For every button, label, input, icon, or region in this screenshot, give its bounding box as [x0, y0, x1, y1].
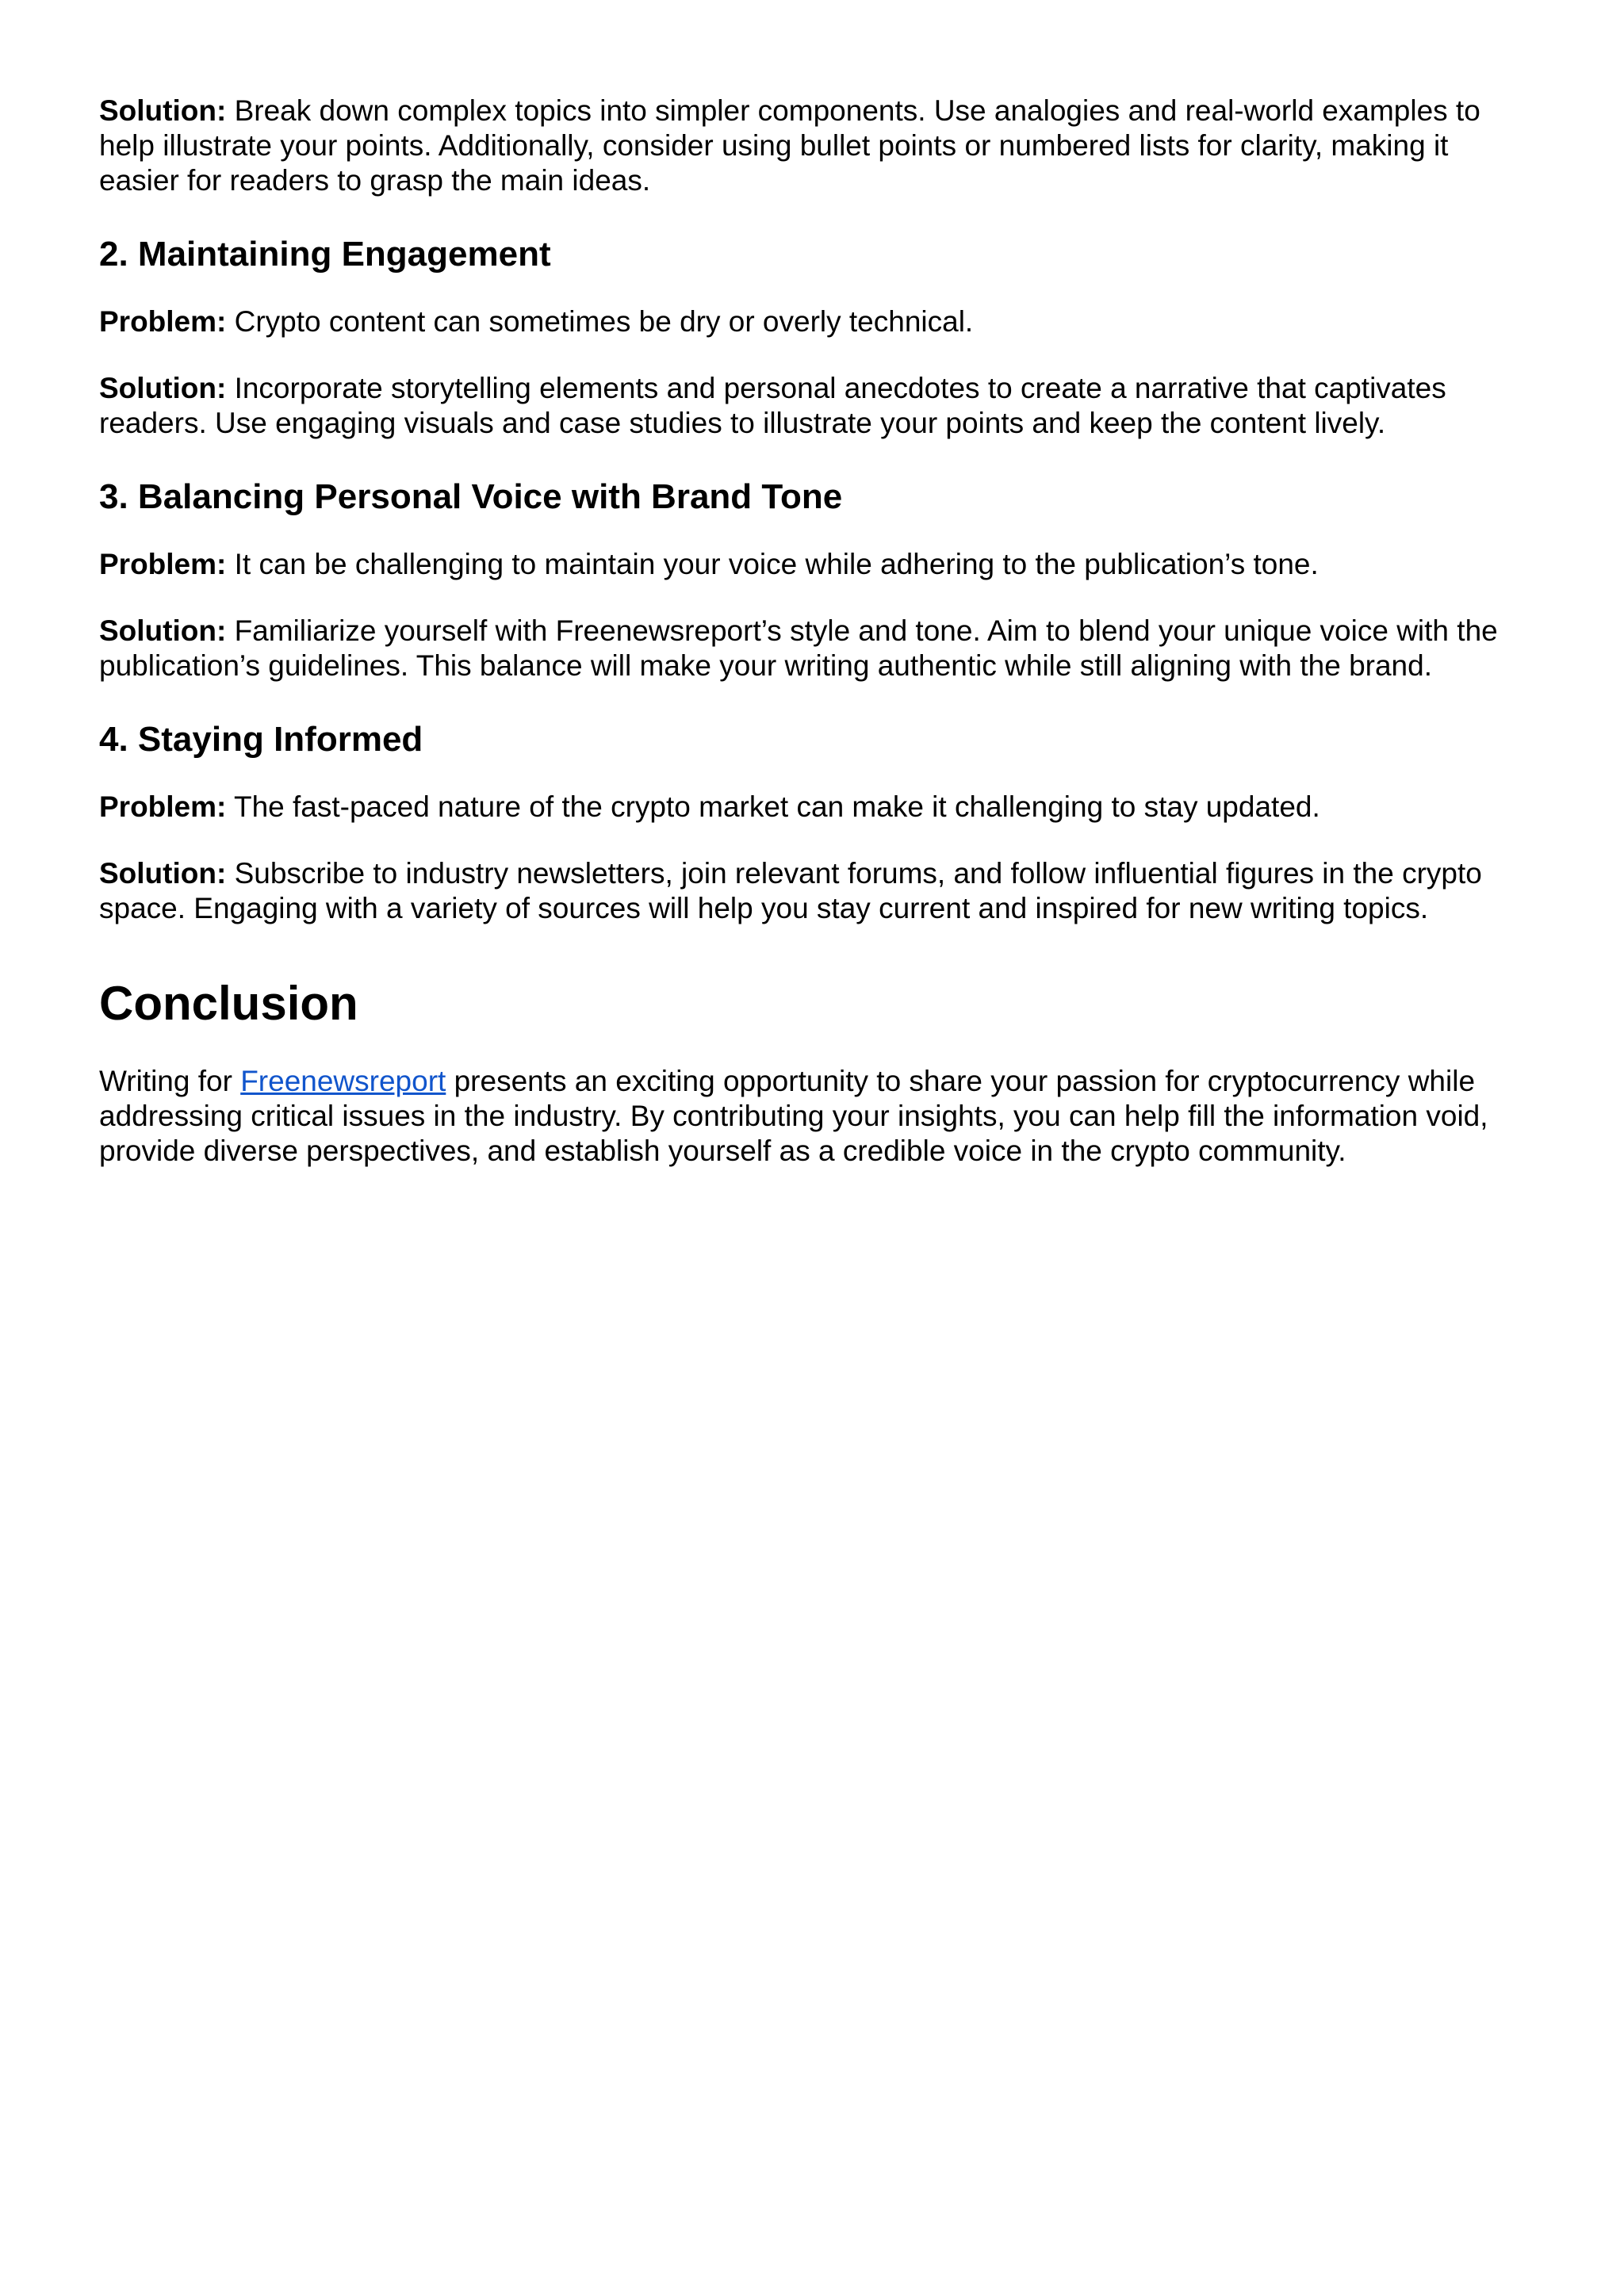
problem-text: The fast-paced nature of the crypto market can make it challenging to stay updated. [226, 790, 1320, 823]
solution-text: Familiarize yourself with Freenewsreport’s style and tone. Aim to blend your unique voice with the publication’s guidelines. This balance will make your writing authentic while still aligning with the brand. [99, 614, 1498, 682]
solution-label: Solution: [99, 372, 227, 404]
problem-paragraph [99, 790, 1534, 825]
solution-paragraph [99, 371, 1534, 441]
problem-text: Crypto content can sometimes be dry or overly technical. [226, 305, 974, 338]
document-page [99, 94, 1534, 1169]
problem-label: Problem: [99, 790, 227, 823]
problem-label: Problem: [99, 548, 227, 580]
solution-label: Solution: [99, 94, 227, 127]
conclusion-paragraph [99, 1064, 1534, 1169]
conclusion-text-after: presents an exciting opportunity to share your passion for cryptocurrency while addressing critical issues in the industry. By contributing your insights, you can help fill the information void, provide diverse perspectives, and establish yourself as a credible voice in the crypto community. [99, 1065, 1488, 1167]
problem-label: Problem: [99, 305, 227, 338]
intro-solution-paragraph [99, 94, 1534, 198]
conclusion-heading: Conclusion [99, 977, 358, 1030]
solution-label: Solution: [99, 857, 227, 890]
conclusion-text-before: Writing for [99, 1065, 241, 1097]
section-heading-staying-informed: 4. Staying Informed [99, 720, 423, 759]
section-heading-balancing-voice: 3. Balancing Personal Voice with Brand Tone [99, 477, 843, 516]
freenewsreport-link[interactable]: Freenewsreport [240, 1065, 446, 1097]
solution-paragraph [99, 856, 1534, 926]
solution-text: Break down complex topics into simpler components. Use analogies and real-world examples to help illustrate your points. Additionally, consider using bullet points or numbered lists for clarity, making it easier for readers to grasp the main ideas. [99, 94, 1480, 197]
section-heading-maintaining-engagement: 2. Maintaining Engagement [99, 235, 551, 274]
solution-label: Solution: [99, 614, 227, 647]
problem-paragraph [99, 304, 1534, 339]
solution-paragraph [99, 614, 1534, 683]
solution-text: Subscribe to industry newsletters, join relevant forums, and follow influential figures in the crypto space. Engaging with a variety of sources will help you stay current and inspired for new writing topics. [99, 857, 1482, 924]
problem-paragraph [99, 547, 1534, 582]
problem-text: It can be challenging to maintain your voice while adhering to the publication’s tone. [226, 548, 1319, 580]
solution-text: Incorporate storytelling elements and personal anecdotes to create a narrative that captivates readers. Use engaging visuals and case studies to illustrate your points and keep the content lively. [99, 372, 1446, 439]
